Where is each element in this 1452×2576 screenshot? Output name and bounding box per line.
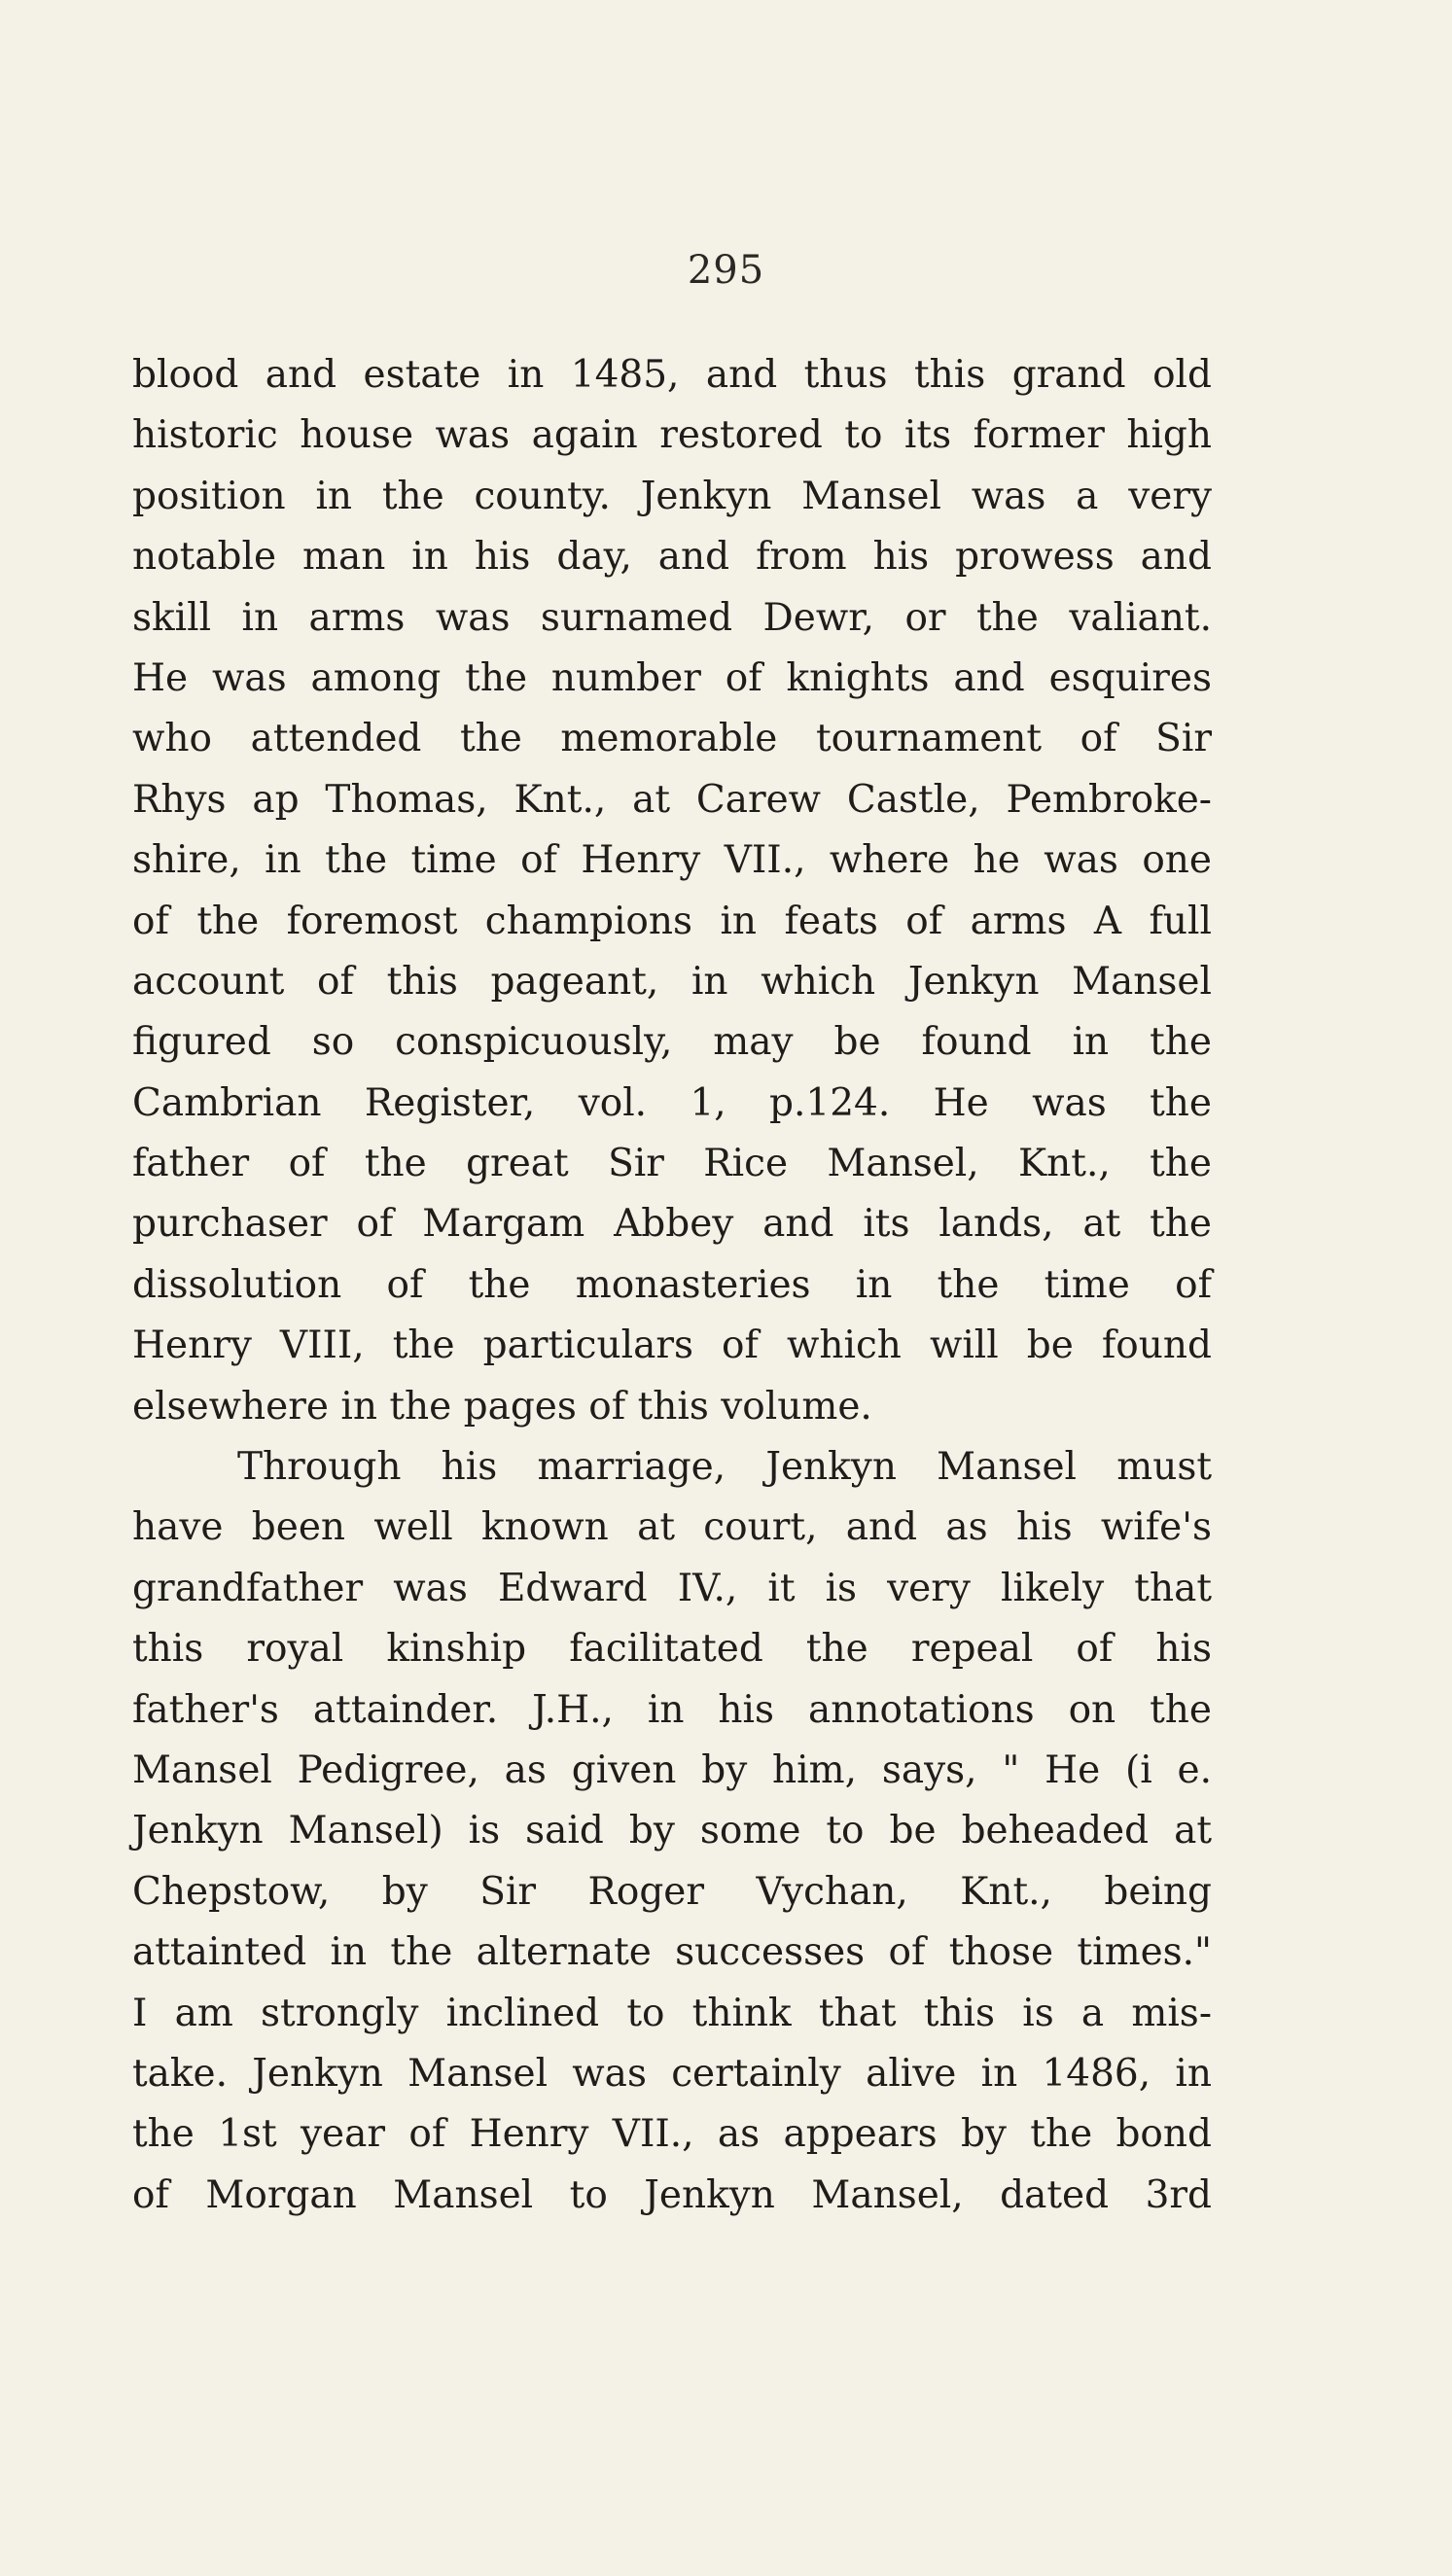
text-line: skill in arms was surnamed Dewr, or the valiant. bbox=[132, 595, 1212, 640]
page-number: 295 bbox=[687, 248, 765, 293]
text-line: Henry VIII, the particulars of which will be found bbox=[132, 1323, 1212, 1368]
text-line: have been well known at court, and as his wife's bbox=[132, 1505, 1212, 1550]
text-line: I am strongly inclined to think that this is a mis- bbox=[132, 1991, 1212, 2035]
text-line: dissolution of the monasteries in the time of bbox=[132, 1262, 1212, 1307]
text-line: Through his marriage, Jenkyn Mansel must bbox=[237, 1445, 1212, 1490]
text-line: purchaser of Margam Abbey and its lands, at the bbox=[132, 1202, 1212, 1247]
text-line: this royal kinship facilitated the repeal of his bbox=[132, 1627, 1212, 1672]
text-line: Mansel Pedigree, as given by him, says, " He (i e. bbox=[132, 1747, 1212, 1792]
text-line: figured so conspicuously, may be found in the bbox=[132, 1020, 1212, 1065]
body-text bbox=[132, 345, 1212, 2226]
text-line: of the foremost champions in feats of arms A full bbox=[132, 899, 1212, 943]
text-line: attainted in the alternate successes of those times." bbox=[132, 1930, 1212, 1975]
text-line: father of the great Sir Rice Mansel, Knt., the bbox=[132, 1142, 1212, 1186]
text-line: shire, in the time of Henry VII., where he was one bbox=[132, 838, 1212, 883]
paragraph-1 bbox=[132, 345, 1212, 1437]
text-line: position in the county. Jenkyn Mansel was a very bbox=[132, 474, 1212, 518]
text-line: blood and estate in 1485, and thus this grand old bbox=[132, 353, 1212, 397]
text-line: grandfather was Edward IV., it is very likely that bbox=[132, 1566, 1212, 1610]
text-line: Rhys ap Thomas, Knt., at Carew Castle, Pembroke- bbox=[132, 777, 1212, 822]
text-line: He was among the number of knights and esquires bbox=[132, 655, 1212, 700]
text-line: Cambrian Register, vol. 1, p.124. He was the bbox=[132, 1080, 1212, 1125]
text-line: elsewhere in the pages of this volume. bbox=[132, 1384, 872, 1429]
text-line: Chepstow, by Sir Roger Vychan, Knt., being bbox=[132, 1869, 1212, 1914]
text-line: take. Jenkyn Mansel was certainly alive in 1486, in bbox=[132, 2051, 1212, 2096]
text-line: of Morgan Mansel to Jenkyn Mansel, dated 3rd bbox=[132, 2172, 1212, 2217]
text-line: account of this pageant, in which Jenkyn Mansel bbox=[132, 959, 1212, 1004]
text-line: historic house was again restored to its former high bbox=[132, 413, 1212, 458]
paragraph-2 bbox=[132, 1437, 1212, 2226]
text-line: who attended the memorable tournament of Sir bbox=[132, 717, 1212, 761]
text-line: Jenkyn Mansel) is said by some to be beheaded at bbox=[132, 1809, 1212, 1853]
text-line: notable man in his day, and from his prowess and bbox=[132, 535, 1212, 580]
text-line: father's attainder. J.H., in his annotations on the bbox=[132, 1687, 1212, 1732]
text-line: the 1st year of Henry VII., as appears by the bond bbox=[132, 2112, 1212, 2157]
